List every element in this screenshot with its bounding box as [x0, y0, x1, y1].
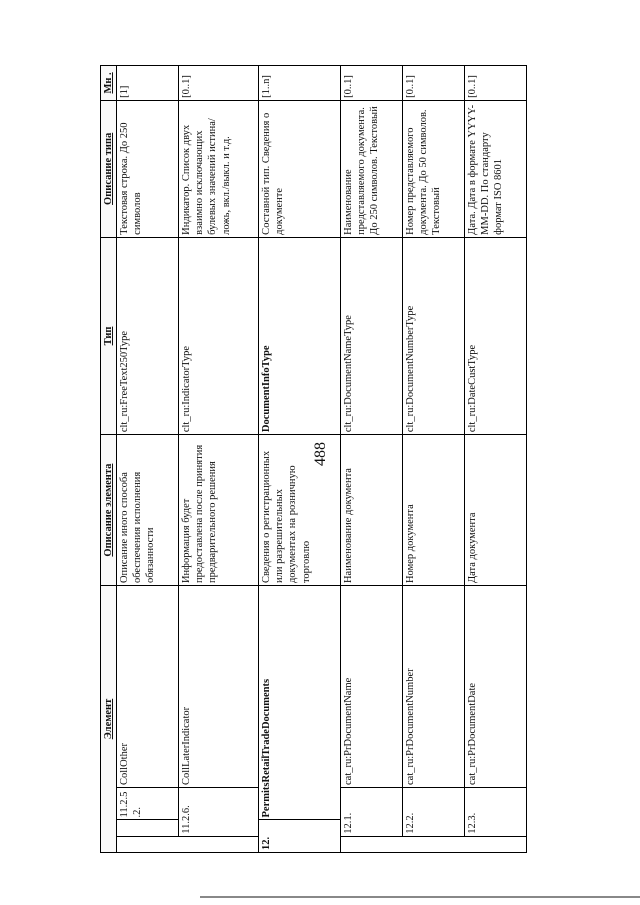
- row-num: 11.2.5.2.: [117, 788, 179, 821]
- table-row: [117, 66, 179, 853]
- row-desc: Дата документа: [465, 435, 527, 586]
- row-num: 11.2.6.: [179, 788, 259, 837]
- row-type-desc: Номер представляемого документа. До 50 символов. Текстовый: [403, 100, 465, 237]
- row-element: cat_ru:PrDocumentNumber: [403, 586, 465, 788]
- row-element: cat_ru:PrDocumentDate: [465, 586, 527, 788]
- row-type: clt_ru:DocumentNumberType: [403, 237, 465, 434]
- indent-cell: [117, 836, 179, 852]
- table-row: [179, 66, 259, 853]
- row-mult: [1..n]: [259, 66, 341, 101]
- indent-cell: [179, 836, 259, 852]
- row-type: clt_ru:FreeText250Type: [117, 237, 179, 434]
- row-desc: Информация будет предоставлена после принятия предварительного решения: [179, 435, 259, 586]
- row-type-desc: Дата. Дата в формате YYYY-MM-DD. По стандарту формат ISO 8601: [465, 100, 527, 237]
- row-type: DocumentInfoType: [259, 237, 341, 434]
- row-type-desc: Индикатор. Список двух взаимно исключающих булевых значений истина/ложь, вкл./выкл. и т.д.: [179, 100, 259, 237]
- row-element: PermitsRetailTradeDocuments: [259, 586, 341, 820]
- page-number: 488: [312, 442, 329, 466]
- indent-cell: [341, 836, 403, 852]
- row-num: 12.1.: [341, 788, 403, 837]
- scan-edge-line: [200, 896, 640, 898]
- row-element: CollOther: [117, 586, 179, 788]
- indent-cell: [117, 820, 179, 836]
- indent-cell: [465, 836, 527, 852]
- row-num: 12.2.: [403, 788, 465, 837]
- header-element-desc: Описание элемента: [101, 435, 117, 586]
- header-mult: Мн .: [101, 66, 117, 101]
- row-mult: [0..1]: [341, 66, 403, 101]
- row-mult: [0..1]: [465, 66, 527, 101]
- row-desc: Номер документа: [403, 435, 465, 586]
- row-mult: [0..1]: [179, 66, 259, 101]
- row-desc: Наименование документа: [341, 435, 403, 586]
- row-type: clt_ru:IndicatorType: [179, 237, 259, 434]
- row-type-desc: Составной тип. Сведения о документе: [259, 100, 341, 237]
- row-element: CollLaterIndicator: [179, 586, 259, 788]
- row-mult: [0..1]: [403, 66, 465, 101]
- row-element: cat_ru:PrDocumentName: [341, 586, 403, 788]
- row-type-desc: Наименование представляемого документа. До 250 символов. Текстовый: [341, 100, 403, 237]
- row-type: clt_ru:DocumentNameType: [341, 237, 403, 434]
- table-row: [259, 66, 341, 853]
- row-type-desc: Текстовая строка. До 250 символов: [117, 100, 179, 237]
- row-type: clt_ru:DateCustType: [465, 237, 527, 434]
- table-header-row: [101, 66, 117, 853]
- rotated-table-page: [98, 55, 538, 905]
- header-type-desc: Описание типа: [101, 100, 117, 237]
- table-row: [465, 66, 527, 853]
- row-desc: Описание иного способа обеспечения исполнения обязанности: [117, 435, 179, 586]
- row-mult: [1]: [117, 66, 179, 101]
- table-row: [403, 66, 465, 853]
- table-row: [341, 66, 403, 853]
- header-element: Элемент: [101, 586, 117, 853]
- row-num: 12.3.: [465, 788, 527, 837]
- row-desc: Сведения о регистрационных или разрешительных документах на розничную торговлю: [259, 435, 341, 586]
- row-num: 12.: [259, 820, 341, 853]
- spec-table: [100, 65, 527, 853]
- header-type: Тип: [101, 237, 117, 434]
- indent-cell: [403, 836, 465, 852]
